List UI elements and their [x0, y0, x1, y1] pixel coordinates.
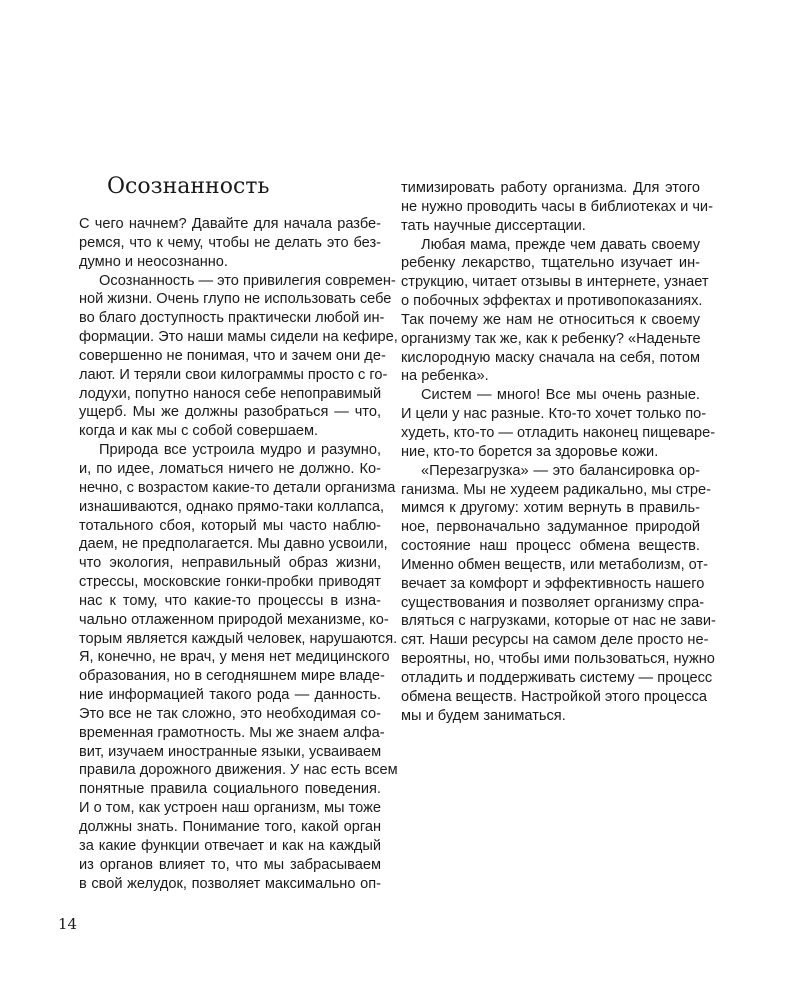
text-line: обмена веществ. Настройкой этого процесса	[401, 688, 708, 705]
text-line: вляться с нагрузками, которые от нас не зави-	[401, 613, 716, 630]
text-line: формации. Это наши мамы сидели на кефире,	[79, 329, 398, 346]
text-line: совершенно не понимая, что и зачем они де-	[79, 347, 386, 364]
text-line: состояние наш процесс обмена веществ.	[401, 538, 700, 555]
text-line: организму так же, как к ребенку? «Наденьте	[401, 330, 701, 347]
text-line: кислородную маску сначала на себя, потом	[401, 349, 700, 366]
text-line: понятные правила социального поведения.	[79, 781, 381, 798]
text-line: тать научные диссертации.	[401, 217, 586, 234]
left-text-column	[79, 215, 398, 893]
text-line: не нужно проводить часы в библиотеках и чи-	[401, 198, 713, 215]
text-line: в свой желудок, позволяет максимально оп-	[79, 875, 381, 892]
text-line: существования и позволяет организму спра-	[401, 594, 705, 611]
text-line: когда и как мы с собой совершаем.	[79, 423, 319, 440]
text-line: чально отлаженном природой механизме, ко-	[79, 611, 389, 628]
text-line: ние информацией такого рода — данность.	[79, 687, 381, 704]
text-line: вечает за комфорт и эффективность нашего	[401, 575, 705, 592]
text-line: ущерб. Мы же должны разобраться — что,	[79, 404, 381, 421]
text-line: и, по идее, ломаться ничего не должно. Ко-	[79, 460, 381, 477]
text-line: Систем — много! Все мы очень разные.	[421, 387, 700, 404]
text-line: Осознанность — это привилегия современ-	[99, 272, 396, 289]
text-line: должны знать. Понимание того, какой орган	[79, 819, 381, 835]
text-line: нас к тому, что какие-то процессы в изна-	[79, 592, 381, 609]
text-line: Я, конечно, не врач, у меня нет медицинского	[79, 649, 390, 666]
text-line: Любая мама, прежде чем давать своему	[421, 236, 700, 253]
text-line: сят. Наши ресурсы на самом деле просто не-	[401, 632, 709, 649]
page-number: 14	[58, 915, 78, 933]
text-line: Так почему же нам не относиться к своему	[401, 311, 700, 328]
text-line: во благо доступность практически любой ин-	[79, 310, 385, 327]
text-line: даем, не предполагается. Мы давно усвоили,	[79, 536, 388, 553]
text-line: вит, изучаем иностранные языки, усваиваем	[79, 743, 382, 760]
text-line: струкцию, читает отзывы в интернете, узнает	[401, 274, 709, 291]
text-line: мы и будем заниматься.	[401, 707, 566, 724]
text-line: лодухи, попутно нанося себе непоправимый	[79, 385, 382, 402]
text-line: стрессы, московские гонки-пробки приводят	[79, 574, 381, 591]
text-line: ное, первоначально задуманное природой	[401, 519, 700, 536]
text-line: ремся, что к чему, чтобы не делать это без-	[79, 234, 381, 251]
text-line: за какие функции отвечает и как на каждый	[79, 837, 381, 854]
text-line: торым является каждый человек, нарушаются.	[79, 630, 398, 647]
text-line: Это все не так сложно, это необходимая со-	[79, 705, 381, 722]
text-line: худеть, кто-то — отладить наконец пищеваре-	[401, 424, 716, 441]
text-line: нечно, с возрастом какие-то детали организма	[79, 479, 396, 496]
text-line: Именно обмен веществ, или метаболизм, от-	[401, 556, 709, 573]
right-text-column	[401, 179, 716, 725]
text-line: образования, но в сегодняшнем мире владе-	[79, 668, 385, 685]
text-line: С чего начнем? Давайте для начала разбе-	[79, 216, 381, 232]
text-line: думно и неосознанно.	[79, 253, 228, 270]
text-line: о побочных эффектах и противопоказаниях.	[401, 293, 703, 310]
text-line: на ребенка».	[401, 368, 489, 385]
text-line: тотального сбоя, который мы часто наблю-	[79, 517, 381, 534]
text-line: И цели у нас разные. Кто-то хочет только по-	[401, 406, 707, 423]
text-line: ганизма. Мы не худеем радикально, мы стре-	[401, 481, 711, 498]
text-line: ребенку лекарство, тщательно изучает ин-	[401, 255, 700, 272]
text-line: отладить и поддерживать систему — процесс	[401, 669, 713, 686]
text-line: из органов влияет то, что мы забрасываем	[79, 856, 381, 873]
text-line: временная грамотность. Мы же знаем алфа-	[79, 724, 385, 741]
text-line: Природа все устроила мудро и разумно,	[99, 442, 381, 459]
text-line: лают. И теряли свои килограммы просто с го-	[79, 366, 388, 383]
text-line: ной жизни. Очень глупо не использовать себе	[79, 291, 392, 308]
text-line: мимся к другому: хотим вернуть в правиль-	[401, 500, 700, 517]
text-line: тимизировать работу организма. Для этого	[401, 180, 700, 196]
text-line: «Перезагрузка» — это балансировка ор-	[421, 462, 700, 479]
text-line: что экология, неправильный образ жизни,	[79, 555, 381, 572]
text-line: изнашиваются, однако прямо-таки коллапса,	[79, 498, 385, 515]
text-line: правила дорожного движения. У нас есть всем	[79, 762, 398, 779]
text-line: И о том, как устроен наш организм, мы тоже	[79, 800, 381, 817]
text-line: ние, кто-то борется за здоровье кожи.	[401, 443, 659, 460]
page-title: Осознанность	[107, 174, 270, 199]
text-line: вероятны, но, чтобы ими пользоваться, нужно	[401, 651, 715, 668]
